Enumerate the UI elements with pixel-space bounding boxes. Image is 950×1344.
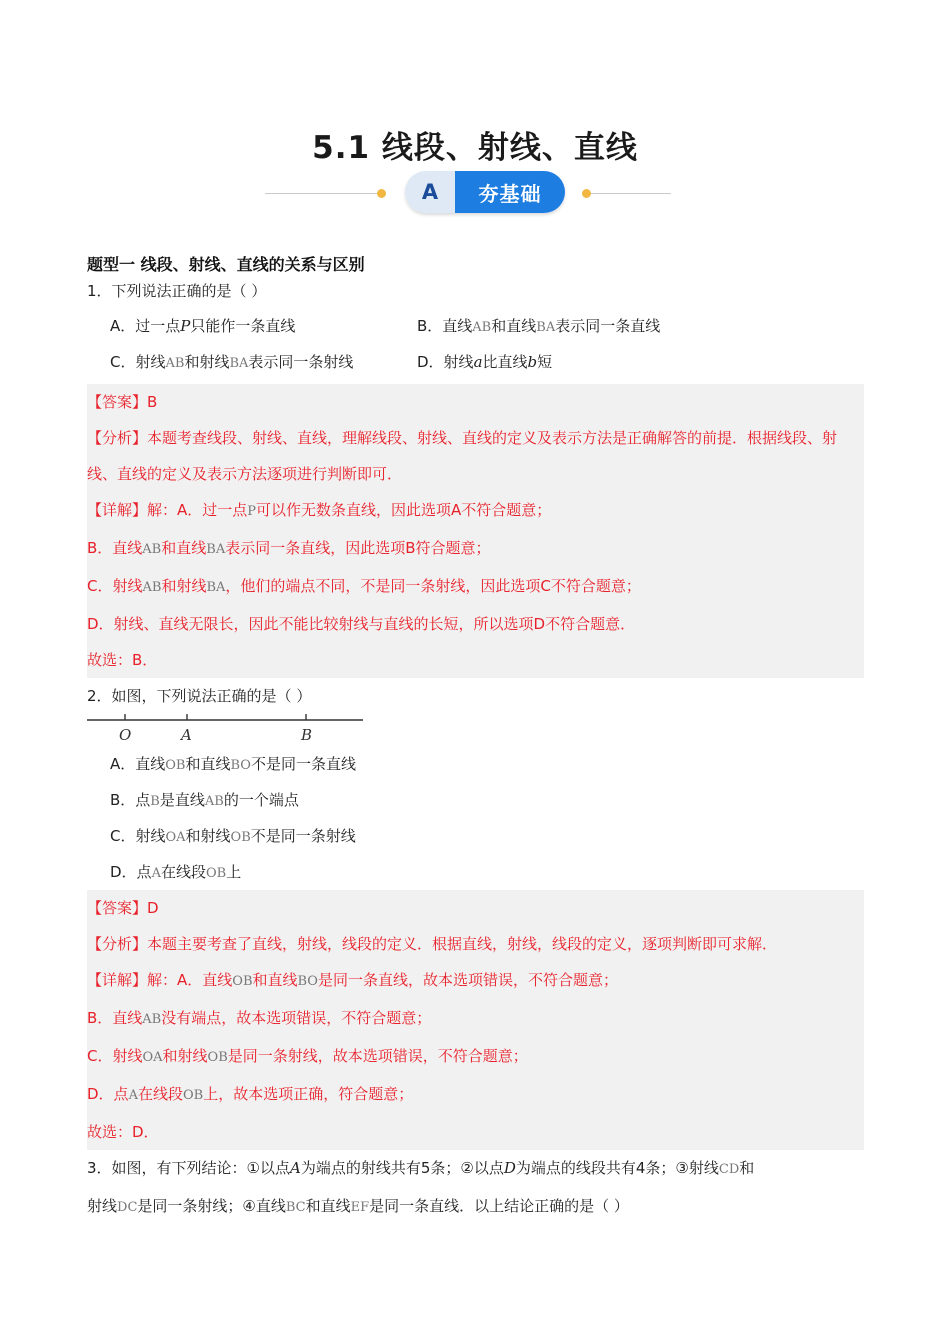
q2-analysis: 【分析】本题主要考查了直线，射线，线段的定义．根据直线，射线，线段的定义，逐项判断即可求解．: [87, 935, 778, 953]
q2-final: 故选：D．: [87, 1123, 159, 1141]
q1-option-d: D．射线a比直线b短: [417, 353, 553, 371]
q1-answer: 【答案】B: [87, 393, 158, 411]
q2-detail-4: D．点A在线段OB上，故本选项正确，符合题意；: [87, 1085, 414, 1103]
q2-option-a: A．直线OB和直线BO不是同一条直线: [110, 755, 356, 773]
badge-line-right: [591, 193, 671, 194]
point-label-a: A: [181, 726, 192, 744]
point-label-o: O: [119, 726, 132, 744]
point-label-b: B: [301, 726, 313, 744]
q2-answer-box: [87, 890, 864, 1150]
q2-option-b: B．点B是直线AB的一个端点: [110, 791, 299, 809]
q1-detail-4: D．射线、直线无限长，因此不能比较射线与直线的长短，所以选项D不符合题意．: [87, 615, 636, 633]
q1-options-row2: [87, 344, 864, 380]
q2-stem: 2．如图，下列说法正确的是（ ）: [87, 687, 312, 705]
q2-figure: [87, 714, 864, 746]
line-figure: [87, 714, 377, 746]
q1-options-row1: [87, 308, 864, 344]
badge-text: 夯基础: [455, 171, 565, 213]
badge-letter: A: [405, 171, 455, 213]
q1-option-b: B．直线AB和直线BA表示同一条直线: [417, 317, 661, 335]
section-badge: [0, 168, 950, 216]
q2-detail-3: C．射线OA和射线OB是同一条射线，故本选项错误，不符合题意；: [87, 1047, 528, 1065]
badge-dot-right: [582, 189, 591, 198]
q1-final: 故选：B．: [87, 651, 158, 669]
q2-answer: 【答案】D: [87, 899, 159, 917]
q3-stem-line2: 射线DC是同一条射线；④直线BC和直线EF是同一条直线．以上结论正确的是（ ）: [87, 1197, 629, 1215]
content: [87, 252, 864, 1226]
badge-pill: [405, 171, 565, 213]
q1-stem: 1．下列说法正确的是（ ）: [87, 282, 267, 300]
page-title: 5.1 线段、射线、直线: [312, 130, 638, 166]
q1-detail-2: B．直线AB和直线BA表示同一条直线，因此选项B符合题意；: [87, 539, 491, 557]
q1-answer-box: [87, 384, 864, 678]
badge-dot-left: [377, 189, 386, 198]
q3-stem-line1: 3．如图，有下列结论：①以点A为端点的射线共有5条；②以点D为端点的线段共有4条；③射线CD和: [87, 1159, 755, 1177]
q2-option-d: D．点A在线段OB上: [110, 863, 242, 881]
q2-option-c: C．射线OA和射线OB不是同一条射线: [110, 827, 356, 845]
q1-detail-3: C．射线AB和射线BA，他们的端点不同，不是同一条射线，因此选项C不符合题意；: [87, 577, 641, 595]
q1-detail-1: 【详解】解：A．过一点P可以作无数条直线，因此选项A不符合题意；: [87, 501, 552, 519]
q1-option-a: A．过一点P只能作一条直线: [110, 317, 296, 335]
q1-analysis: 【分析】本题考查线段、射线、直线，理解线段、射线、直线的定义及表示方法是正确解答的前提．根据线段、射线、直线的定义及表示方法逐项进行判断即可．: [87, 429, 838, 483]
badge-line-left: [265, 193, 377, 194]
section-heading: 题型一 线段、射线、直线的关系与区别: [87, 255, 365, 274]
q2-detail-1: 【详解】解：A．直线OB和直线BO是同一条直线，故本选项错误，不符合题意；: [87, 971, 618, 989]
q2-detail-2: B．直线AB没有端点，故本选项错误，不符合题意；: [87, 1009, 432, 1027]
q1-option-c: C．射线AB和射线BA表示同一条射线: [110, 353, 354, 371]
